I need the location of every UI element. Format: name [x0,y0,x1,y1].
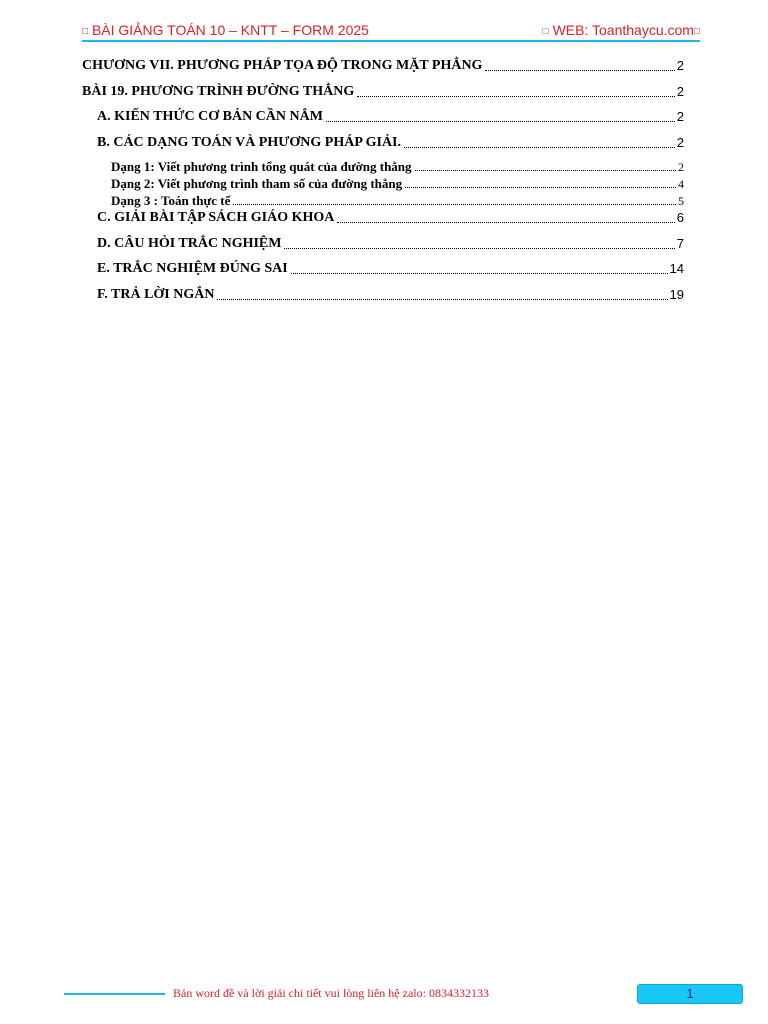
toc-entry-label: Dạng 2: Viết phương trình tham số của đường thẳng [111,176,403,191]
toc-entry-label: BÀI 19. PHƯƠNG TRÌNH ĐƯỜNG THẲNG [82,84,355,99]
toc-entry-page: 14 [669,261,684,276]
toc-leader-dots [405,187,676,188]
toc-entry-section-f[interactable] [97,287,684,303]
footer-divider [64,993,165,995]
toc-leader-dots [326,121,675,122]
header-right [543,22,700,38]
toc-entry-page: 7 [676,236,684,251]
toc-entry-label: Dạng 1: Viết phương trình tổng quát của đường thẳng [111,159,412,174]
toc-leader-dots [233,204,676,205]
placeholder-icon: □ [693,26,700,37]
toc-entry-label: Dạng 3 : Toán thực tế [111,193,231,208]
toc-entry-label: F. TRẢ LỜI NGẮN [97,287,215,302]
toc-entry-page: 2 [676,58,684,73]
toc-leader-dots [415,170,676,171]
header-left [82,22,369,38]
toc-entry-page: 19 [669,287,684,302]
toc-entry-label: B. CÁC DẠNG TOÁN VÀ PHƯƠNG PHÁP GIẢI. [97,135,402,150]
toc-entry-page: 2 [676,84,684,99]
toc-entry-chapter[interactable] [82,58,684,74]
placeholder-icon: □ [542,26,549,37]
toc-entry-page: 4 [678,177,684,191]
toc-entry-label: CHƯƠNG VII. PHƯƠNG PHÁP TỌA ĐỘ TRONG MẶT PHẲNG [82,58,483,73]
header-title: BÀI GIẢNG TOÁN 10 – KNTT – FORM 2025 [91,22,369,38]
toc-entry-label: C. GIẢI BÀI TẬP SÁCH GIÁO KHOA [97,210,335,225]
toc-entry-label: D. CÂU HỎI TRẮC NGHIỆM [97,236,282,251]
header-website[interactable]: WEB: Toanthaycu.com [552,22,694,38]
toc-entry-section-a[interactable] [97,109,684,125]
toc-leader-dots [485,70,674,71]
toc-entry-dang-3[interactable] [111,194,684,208]
toc-entry-dang-1[interactable] [111,160,684,174]
placeholder-icon: □ [82,26,89,37]
toc-leader-dots [284,248,674,249]
footer-contact-text: Bản word đề và lời giải chi tiết vui lòng liên hệ zalo: 0834332133 [173,986,489,1000]
toc-entry-section-b[interactable] [97,135,684,151]
toc-leader-dots [337,222,674,223]
toc-entry-label: E. TRẮC NGHIỆM ĐÚNG SAI [97,261,288,276]
toc-leader-dots [217,299,667,300]
page-number-badge: 1 [637,984,743,1004]
toc-entry-section-c[interactable] [97,210,684,226]
toc-entry-page: 2 [676,135,684,150]
page-header [82,20,700,42]
toc-entry-dang-2[interactable] [111,177,684,191]
toc-entry-section-e[interactable] [97,261,684,277]
toc-entry-page: 5 [678,194,684,208]
toc-entry-page: 2 [676,109,684,124]
toc-leader-dots [291,273,668,274]
toc-entry-page: 2 [678,160,684,174]
toc-entry-page: 6 [676,210,684,225]
toc-entry-section-d[interactable] [97,236,684,252]
toc-leader-dots [357,96,675,97]
toc-leader-dots [404,147,675,148]
toc-entry-label: A. KIẾN THỨC CƠ BẢN CẦN NẮM [97,109,323,124]
toc-entry-lesson[interactable] [82,84,684,100]
